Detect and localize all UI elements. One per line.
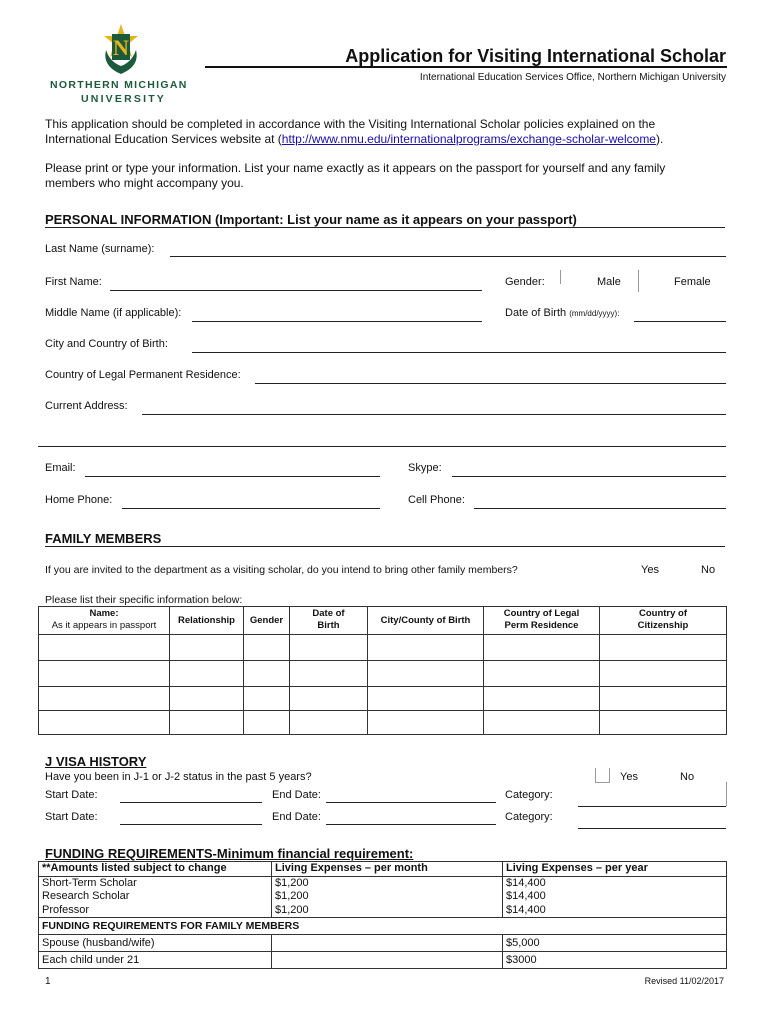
visa-start-date-label-2: Start Date: [45, 811, 98, 823]
email-label: Email: [45, 462, 76, 474]
table-row [39, 711, 727, 735]
funding-spouse-row [39, 935, 727, 952]
first-name-field[interactable] [110, 290, 482, 291]
city-country-birth-label: City and Country of Birth: [45, 338, 168, 350]
intro-paragraph-1 [45, 117, 735, 147]
skype-label: Skype: [408, 462, 442, 474]
first-name-label: First Name: [45, 276, 102, 288]
middle-name-field[interactable] [192, 321, 482, 322]
family-no-option[interactable]: No [701, 564, 716, 576]
dob-format: (mm/dd/yyyy): [569, 309, 620, 318]
visa-category-field-2[interactable] [578, 828, 726, 829]
funding-labels-cell [39, 876, 272, 918]
list-item: $14,400 [506, 903, 546, 916]
visa-start-date-field-2[interactable] [120, 824, 262, 825]
funding-col2-header: Living Expenses – per month [272, 862, 503, 877]
funding-spouse-year: $5,000 [503, 935, 727, 952]
intro-paragraph-2 [45, 161, 735, 191]
visa-heading: J VISA HISTORY [45, 754, 147, 769]
list-item: Professor [42, 903, 90, 916]
list-item: Short-Term Scholar [42, 876, 137, 889]
list-item: $14,400 [506, 890, 546, 902]
visa-category-label-2: Category: [505, 811, 553, 823]
intro-line-2: International Education Services website at (http://www.nmu.edu/internationalprograms/exchange-scholar-welcome). [45, 132, 664, 146]
funding-col3-header: Living Expenses – per year [503, 862, 727, 877]
visa-yes-checkbox[interactable] [595, 768, 610, 783]
family-list-prompt: Please list their specific information below: [45, 594, 243, 606]
visa-category-divider [726, 782, 727, 806]
last-name-field[interactable] [170, 256, 726, 257]
page-number: 1 [45, 976, 51, 987]
funding-family-heading: FUNDING REQUIREMENTS FOR FAMILY MEMBERS [39, 918, 727, 935]
current-address-label: Current Address: [45, 400, 128, 412]
intro-line-4: members who might accompany you. [45, 176, 244, 190]
family-question: If you are invited to the department as a visiting scholar, do you intend to bring other family members? [45, 564, 518, 576]
family-heading: FAMILY MEMBERS [45, 531, 162, 546]
list-item: $1,200 [275, 890, 309, 902]
dob-label: Date of Birth (mm/dd/yyyy): [505, 307, 620, 319]
gender-male-label: Male [597, 276, 621, 288]
col-legal-residence-header: Country of Legal Perm Residence [484, 607, 600, 635]
country-residence-label: Country of Legal Permanent Residence: [45, 369, 241, 381]
home-phone-field[interactable] [122, 508, 380, 509]
cell-phone-field[interactable] [474, 508, 726, 509]
col-relationship-header: Relationship [170, 607, 244, 635]
current-address-field-1[interactable] [142, 414, 726, 415]
page-title: Application for Visiting International Scholar [345, 46, 726, 66]
visa-no-label: No [680, 771, 695, 783]
visa-yes-label: Yes [620, 771, 638, 783]
logo-text-line2: UNIVERSITY [81, 93, 167, 105]
university-logo [46, 22, 196, 104]
funding-col1-header: **Amounts listed subject to change [39, 862, 272, 877]
personal-heading-rule [45, 227, 725, 228]
title-rule [205, 66, 727, 68]
gender-label: Gender: [505, 276, 545, 288]
visa-start-date-field-1[interactable] [120, 802, 262, 803]
funding-child-label: Each child under 21 [39, 952, 272, 969]
personal-info-heading: PERSONAL INFORMATION (Important: List your name as it appears on your passport) [45, 212, 577, 227]
funding-heading: FUNDING REQUIREMENTS-Minimum financial requirement: [45, 846, 414, 861]
visa-end-date-field-1[interactable] [326, 802, 496, 803]
website-link[interactable]: http://www.nmu.edu/internationalprograms/exchange-scholar-welcome [281, 132, 656, 146]
visa-end-date-label-2: End Date: [272, 811, 321, 823]
table-row [39, 635, 727, 661]
col-name-header: Name: As it appears in passport [39, 607, 170, 635]
revised-date: Revised 11/02/2017 [644, 976, 724, 986]
funding-month-cell [272, 876, 503, 918]
visa-start-date-label-1: Start Date: [45, 789, 98, 801]
col-citizenship-header: Country of Citizenship [600, 607, 727, 635]
home-phone-label: Home Phone: [45, 494, 113, 506]
funding-header-row [39, 862, 727, 877]
col-dob-header: Date of Birth [290, 607, 368, 635]
email-field[interactable] [85, 476, 380, 477]
family-table-header [39, 607, 727, 635]
family-heading-rule [45, 546, 725, 547]
country-residence-field[interactable] [255, 383, 726, 384]
funding-family-heading-row [39, 918, 727, 935]
middle-name-label: Middle Name (if applicable): [45, 307, 182, 319]
family-members-table [38, 606, 727, 735]
list-item: Research Scholar [42, 890, 130, 902]
gender-female-checkbox[interactable] [638, 270, 650, 292]
visa-category-field-1[interactable] [578, 806, 726, 807]
visa-category-label-1: Category: [505, 789, 553, 801]
funding-child-row [39, 952, 727, 969]
visa-end-date-field-2[interactable] [326, 824, 496, 825]
list-item: $1,200 [275, 876, 309, 889]
city-country-birth-field[interactable] [192, 352, 726, 353]
col-city-header: City/County of Birth [368, 607, 484, 635]
gender-female-label: Female [674, 276, 711, 288]
list-item: $14,400 [506, 876, 546, 889]
visa-end-date-label-1: End Date: [272, 789, 321, 801]
funding-child-year: $3000 [503, 952, 727, 969]
current-address-field-2[interactable] [38, 446, 726, 447]
family-yes-option[interactable]: Yes [641, 564, 659, 576]
logo-text-line1: NORTHERN MICHIGAN [50, 79, 188, 91]
skype-field[interactable] [452, 476, 726, 477]
funding-table [38, 861, 727, 969]
list-item: $1,200 [275, 903, 309, 916]
funding-scholar-rows [39, 876, 727, 918]
cell-phone-label: Cell Phone: [408, 494, 465, 506]
intro-line-3: Please print or type your information. List your name exactly as it appears on the passport for yourself and any family [45, 161, 666, 175]
funding-spouse-label: Spouse (husband/wife) [39, 935, 272, 952]
logo-monogram: N [113, 35, 129, 60]
last-name-label: Last Name (surname): [45, 243, 155, 255]
visa-question: Have you been in J-1 or J-2 status in the past 5 years? [45, 771, 312, 783]
table-row [39, 661, 727, 687]
page-subtitle: International Education Services Office, Northern Michigan University [419, 72, 726, 83]
logo-emblem-icon [98, 22, 144, 76]
funding-year-cell [503, 876, 727, 918]
col-gender-header: Gender [244, 607, 290, 635]
gender-male-checkbox[interactable] [560, 270, 572, 284]
table-row [39, 687, 727, 711]
dob-field[interactable] [634, 321, 726, 322]
intro-line-1: This application should be completed in accordance with the Visiting International Scholar policies explained on the [45, 117, 656, 131]
